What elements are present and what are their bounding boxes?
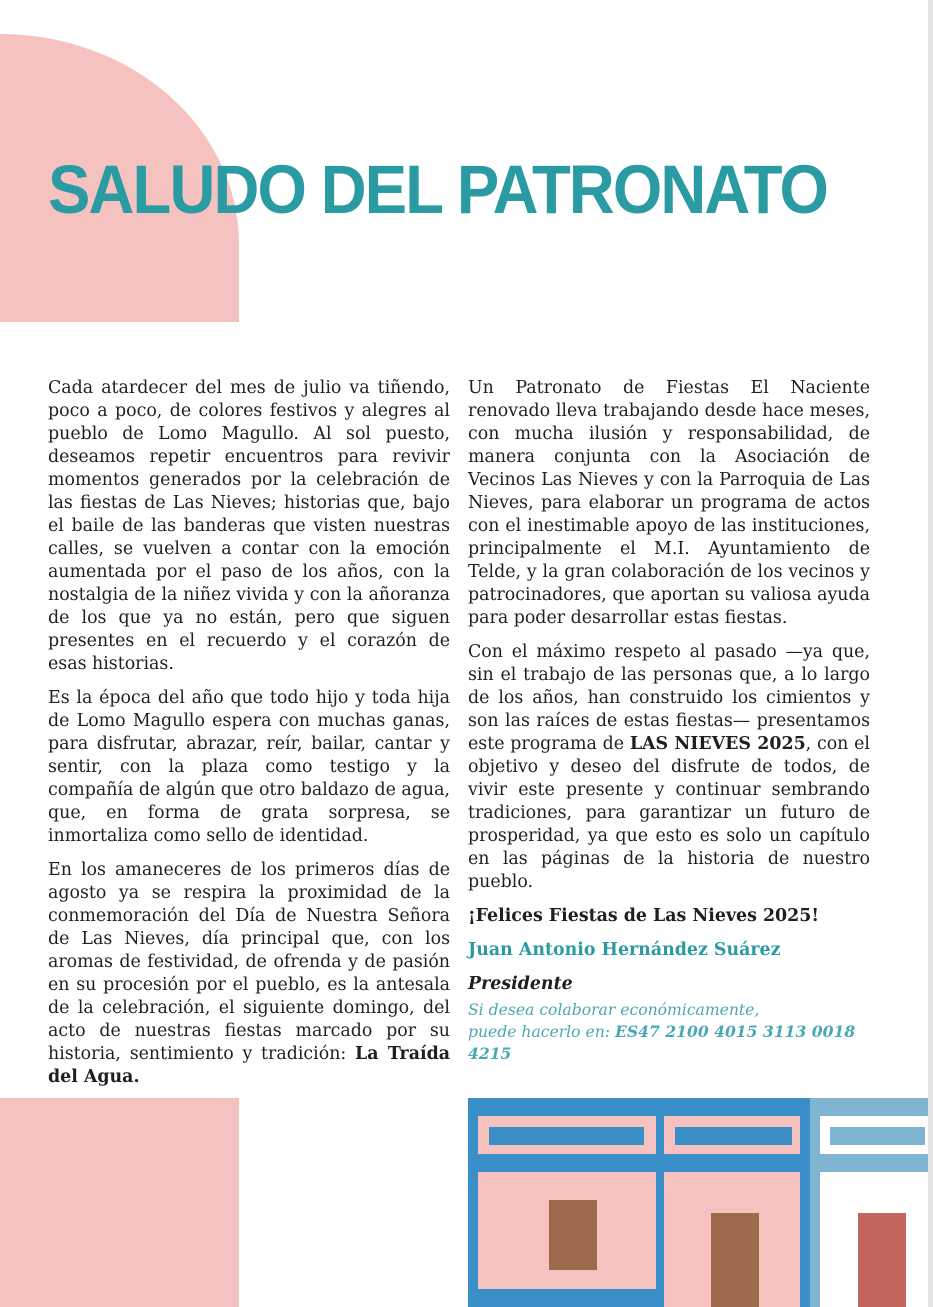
highlight-text: La Traída del Agua. (48, 1044, 450, 1087)
signature-name: Juan Antonio Hernández Suárez (468, 940, 781, 960)
paragraph: Un Patronato de Fiestas El Naciente renovado lleva trabajando desde hace meses, con mucha ilusión y responsabilidad, de manera conjunta con la Asociación de Vecinos Las Nieves y con la Parroquia de Las Nieves, para elaborar un programa de actos con el inestimable apoyo de las instituciones, principalmente el M.I. Ayuntamiento de Telde, y la gran colaboración de los vecinos y patrocinadores, que aportan su valiosa ayuda para poder desarrollar estas fiestas. (468, 378, 871, 628)
highlight-text: LAS NIEVES 2025 (629, 734, 806, 754)
donation-note (468, 999, 888, 1065)
donation-text: puede hacerlo en: (468, 1023, 615, 1041)
signature-role: Presidente (468, 974, 573, 994)
paragraph (48, 859, 450, 1089)
house-window-strip (830, 1127, 925, 1145)
paragraph-text: , con el objetivo y deseo del disfrute de todos, de vivir este presente y continuar sembrando tradiciones, para garantizar un futuro de prosperidad, ya que esto es solo un capítulo en las páginas de la historia de nuestro pueblo. (468, 734, 870, 892)
paragraph-text: Con el máximo respeto al pasado —ya que, sin el trabajo de las personas que, a lo largo de los años, han construido los cimientos y son las raíces de estas fiestas— presentamos este programa de (468, 642, 870, 754)
house-door (711, 1213, 759, 1307)
house-door (858, 1213, 906, 1307)
decorative-pink-block (0, 1098, 239, 1307)
house-illustration-light-blue (810, 1098, 928, 1307)
house-window-strip (489, 1127, 644, 1145)
paragraph-text: En los amaneceres de los primeros días de agosto ya se respira la proximidad de la conmemoración del Día de Nuestra Señora de Las Nieves, día principal que, con los aromas de festividad, de ofrenda y de pasión en su procesión por el pueblo, es la antesala de la celebración, el siguiente domingo, del acto de nuestras fiestas marcado por su historia, sentimiento y tradición: (48, 860, 450, 1064)
paragraph (468, 641, 870, 894)
house-window-strip (675, 1127, 792, 1145)
page-title: SALUDO DEL PATRONATO (48, 151, 828, 228)
paragraph: Cada atardecer del mes de julio va tiñendo, poco a poco, de colores festivos y alegres al pueblo de Lomo Magullo. Al sol puesto, deseamos repetir encuentros para revivir momentos generados por la celebración de las fiestas de Las Nieves; historias que, bajo el baile de las banderas que visten nuestras calles, se vuelven a contar con la emoción aumentada por el paso de los años, con la nostalgia de la niñez vivida y con la añoranza de los que ya no están, pero que siguen presentes en el recuerdo y el corazón de esas historias. (48, 378, 450, 674)
donation-line: Si desea colaborar económicamente, (468, 1001, 760, 1019)
right-column (468, 377, 870, 1007)
page-edge (928, 0, 933, 1307)
left-column (48, 377, 450, 1100)
house-window (549, 1200, 597, 1270)
donation-line (468, 1021, 888, 1065)
iban-number: ES47 2100 4015 3113 0018 4215 (468, 1022, 856, 1063)
paragraph: Es la época del año que todo hijo y toda hija de Lomo Magullo espera con muchas ganas, para disfrutar, abrazar, reír, bailar, cantar y sentir, con la plaza como testigo y la compañía de algún que otro baldazo de agua, que, en forma de grata sorpresa, se inmortaliza como sello de identidad. (48, 688, 450, 846)
house-illustration-blue (468, 1098, 810, 1307)
greeting: ¡Felices Fiestas de Las Nieves 2025! (468, 906, 819, 926)
